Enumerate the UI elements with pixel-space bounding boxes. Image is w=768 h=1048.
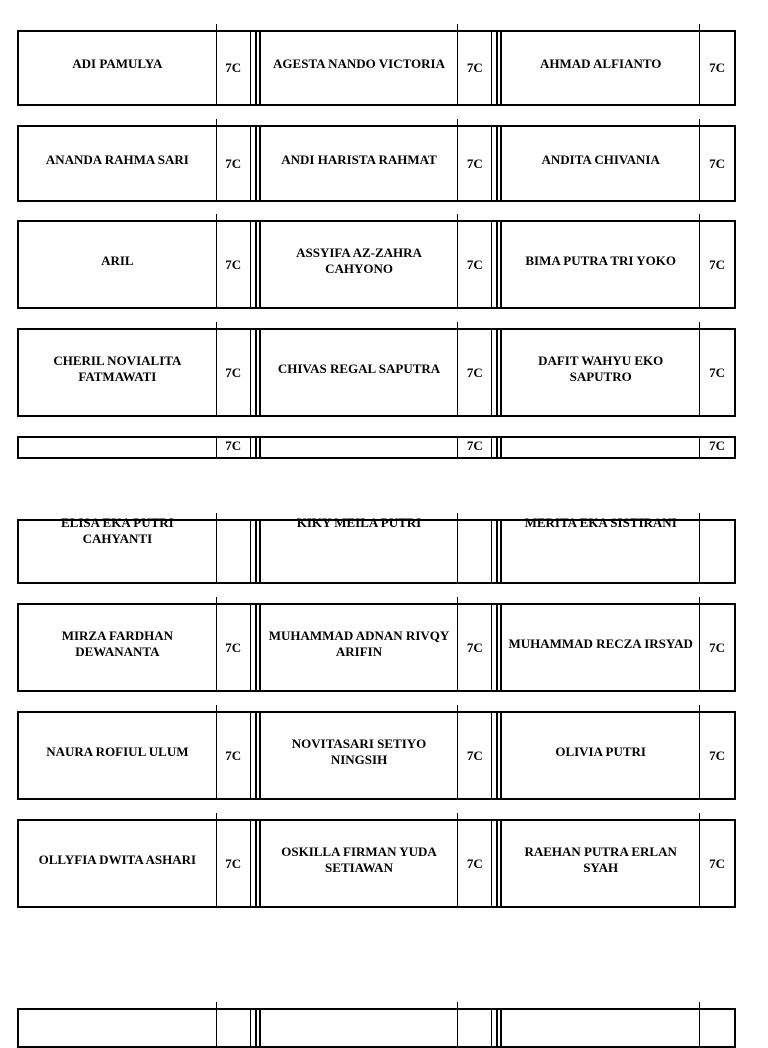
student-name: CHIVAS REGAL SAPUTRA <box>261 322 459 415</box>
student-name: RAEHAN PUTRA ERLAN SYAH <box>502 813 700 906</box>
student-name: AGESTA NANDO VICTORIA <box>261 24 459 104</box>
class-code: 7C <box>709 639 725 655</box>
class-code: 7C <box>217 127 251 200</box>
student-name <box>261 1002 459 1046</box>
column-divider <box>492 1010 502 1046</box>
label-row <box>17 436 736 459</box>
student-name: DAFIT WAHYU EKO SAPUTRO <box>502 322 700 415</box>
class-code: 7C <box>217 821 251 906</box>
class-code: 7C <box>709 364 725 380</box>
student-name: ELISA EKA PUTRI CAHYANTI <box>19 513 217 582</box>
label-row <box>17 711 736 800</box>
student-name <box>19 438 217 457</box>
column-divider <box>251 605 261 690</box>
student-name: ANDI HARISTA RAHMAT <box>261 119 459 200</box>
column-divider <box>492 521 502 582</box>
class-code: 7C <box>217 605 251 690</box>
column-divider <box>251 438 261 457</box>
class-code <box>217 521 251 582</box>
class-code: 7C <box>709 155 725 171</box>
class-code: 7C <box>217 330 251 415</box>
student-name: ANANDA RAHMA SARI <box>19 119 217 200</box>
student-name: OLLYFIA DWITA ASHARI <box>19 813 217 906</box>
column-divider <box>251 821 261 906</box>
class-code <box>217 1010 251 1046</box>
student-name <box>19 1002 217 1046</box>
class-code: 7C <box>458 713 492 798</box>
class-code: 7C <box>458 605 492 690</box>
column-divider <box>251 222 261 307</box>
class-code: 7C <box>458 821 492 906</box>
column-divider <box>492 605 502 690</box>
column-divider <box>492 330 502 415</box>
column-divider <box>492 32 502 104</box>
class-code <box>458 521 492 582</box>
student-name <box>502 1002 700 1046</box>
class-code <box>700 521 734 582</box>
label-row <box>17 220 736 309</box>
student-name <box>261 438 459 457</box>
class-code: 7C <box>709 438 725 453</box>
student-name: AHMAD ALFIANTO <box>502 24 700 104</box>
label-row <box>17 515 736 584</box>
column-divider <box>492 821 502 906</box>
student-name: ARIL <box>19 214 217 307</box>
label-row <box>17 328 736 417</box>
student-name: NOVITASARI SETIYO NINGSIH <box>261 705 459 798</box>
student-name: BIMA PUTRA TRI YOKO <box>502 214 700 307</box>
column-divider <box>492 713 502 798</box>
class-code <box>458 1010 492 1046</box>
student-name: MUHAMMAD ADNAN RIVQY ARIFIN <box>261 597 459 690</box>
label-row <box>17 1008 736 1048</box>
student-name: KIKY MEILA PUTRI <box>261 513 459 582</box>
column-divider <box>251 32 261 104</box>
column-divider <box>251 521 261 582</box>
class-code: 7C <box>458 222 492 307</box>
student-name: CHERIL NOVIALITA FATMAWATI <box>19 322 217 415</box>
column-divider <box>492 222 502 307</box>
class-code: 7C <box>217 32 251 104</box>
student-name: MIRZA FARDHAN DEWANANTA <box>19 597 217 690</box>
student-name: OLIVIA PUTRI <box>502 705 700 798</box>
class-code: 7C <box>709 855 725 871</box>
class-code: 7C <box>709 747 725 763</box>
student-name: MUHAMMAD RECZA IRSYAD <box>502 597 700 690</box>
class-code: 7C <box>217 222 251 307</box>
class-code: 7C <box>458 32 492 104</box>
student-name: OSKILLA FIRMAN YUDA SETIAWAN <box>261 813 459 906</box>
student-name: ASSYIFA AZ-ZAHRA CAHYONO <box>261 214 459 307</box>
student-name <box>502 438 700 457</box>
column-divider <box>492 127 502 200</box>
column-divider <box>251 713 261 798</box>
student-name: MERITA EKA SISTIRANI <box>502 513 700 582</box>
column-divider <box>251 330 261 415</box>
column-divider <box>251 1010 261 1046</box>
class-code: 7C <box>217 713 251 798</box>
label-row <box>17 30 736 106</box>
student-name: ADI PAMULYA <box>19 24 217 104</box>
column-divider <box>251 127 261 200</box>
student-name: ANDITA CHIVANIA <box>502 119 700 200</box>
class-code: 7C <box>709 60 725 75</box>
label-row <box>17 125 736 202</box>
label-row <box>17 603 736 692</box>
label-row <box>17 819 736 908</box>
class-code: 7C <box>709 256 725 272</box>
student-name: NAURA ROFIUL ULUM <box>19 705 217 798</box>
class-code: 7C <box>458 438 492 457</box>
class-code: 7C <box>458 127 492 200</box>
class-code <box>700 1010 734 1046</box>
column-divider <box>492 438 502 457</box>
class-code: 7C <box>217 438 251 457</box>
class-code: 7C <box>458 330 492 415</box>
